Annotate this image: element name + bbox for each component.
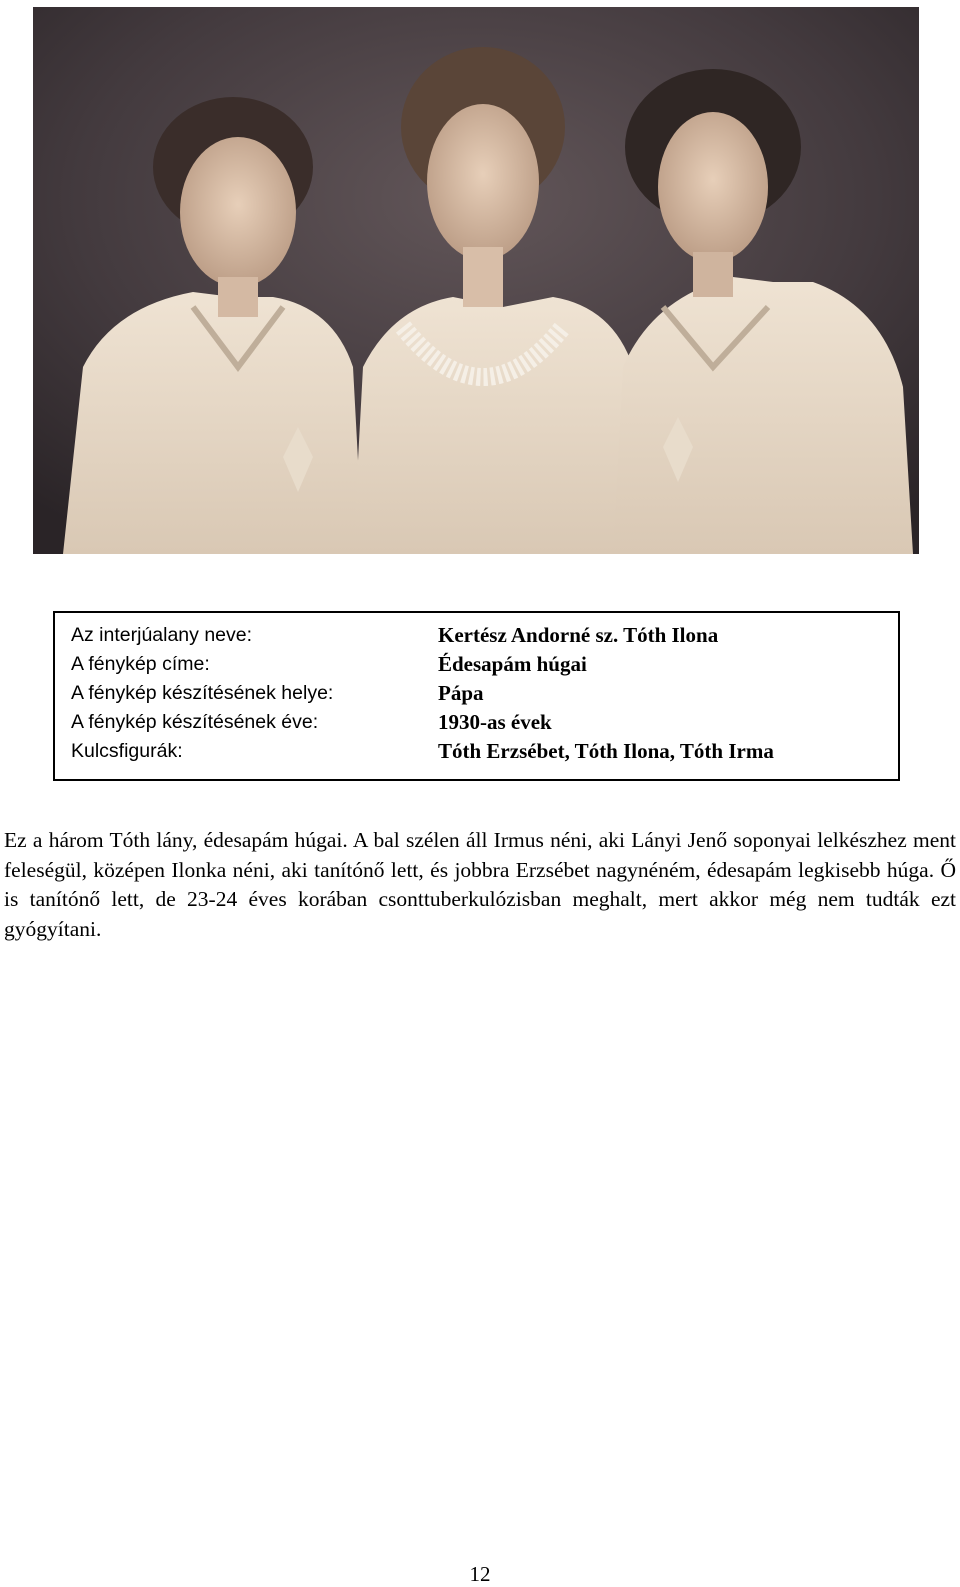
info-value: Tóth Erzsébet, Tóth Ilona, Tóth Irma <box>438 739 774 763</box>
body-paragraph: Ez a három Tóth lány, édesapám húgai. A bal szélen áll Irmus néni, aki Lányi Jenő soponyai lelkészhez ment feleségül, középen Ilonka néni, aki tanítónő lett, és jobbra Erzsébet nagynéném, édesapám legkisebb húga. Ő is tanítónő lett, de 23-24 éves korában csonttuberkulózisban meghalt, mert akkor még nem tudták ezt gyógyítani. <box>4 828 956 941</box>
info-value: 1930-as évek <box>438 710 552 734</box>
info-label: A fénykép készítésének helye: <box>71 682 334 704</box>
info-row <box>71 737 891 766</box>
portrait-illustration <box>33 7 919 554</box>
info-value: Kertész Andorné sz. Tóth Ilona <box>438 623 719 647</box>
info-row <box>71 621 891 650</box>
info-row <box>71 708 891 737</box>
info-table <box>53 611 900 781</box>
portrait-photo <box>33 7 919 554</box>
info-value: Pápa <box>438 681 484 705</box>
info-row <box>71 679 891 708</box>
info-label: A fénykép címe: <box>71 653 210 675</box>
info-label: Kulcsfigurák: <box>71 740 183 762</box>
page-number: 12 <box>469 1562 491 1586</box>
info-row <box>71 650 891 679</box>
info-label: A fénykép készítésének éve: <box>71 711 319 733</box>
info-label: Az interjúalany neve: <box>71 624 253 646</box>
info-value: Édesapám húgai <box>438 652 587 676</box>
